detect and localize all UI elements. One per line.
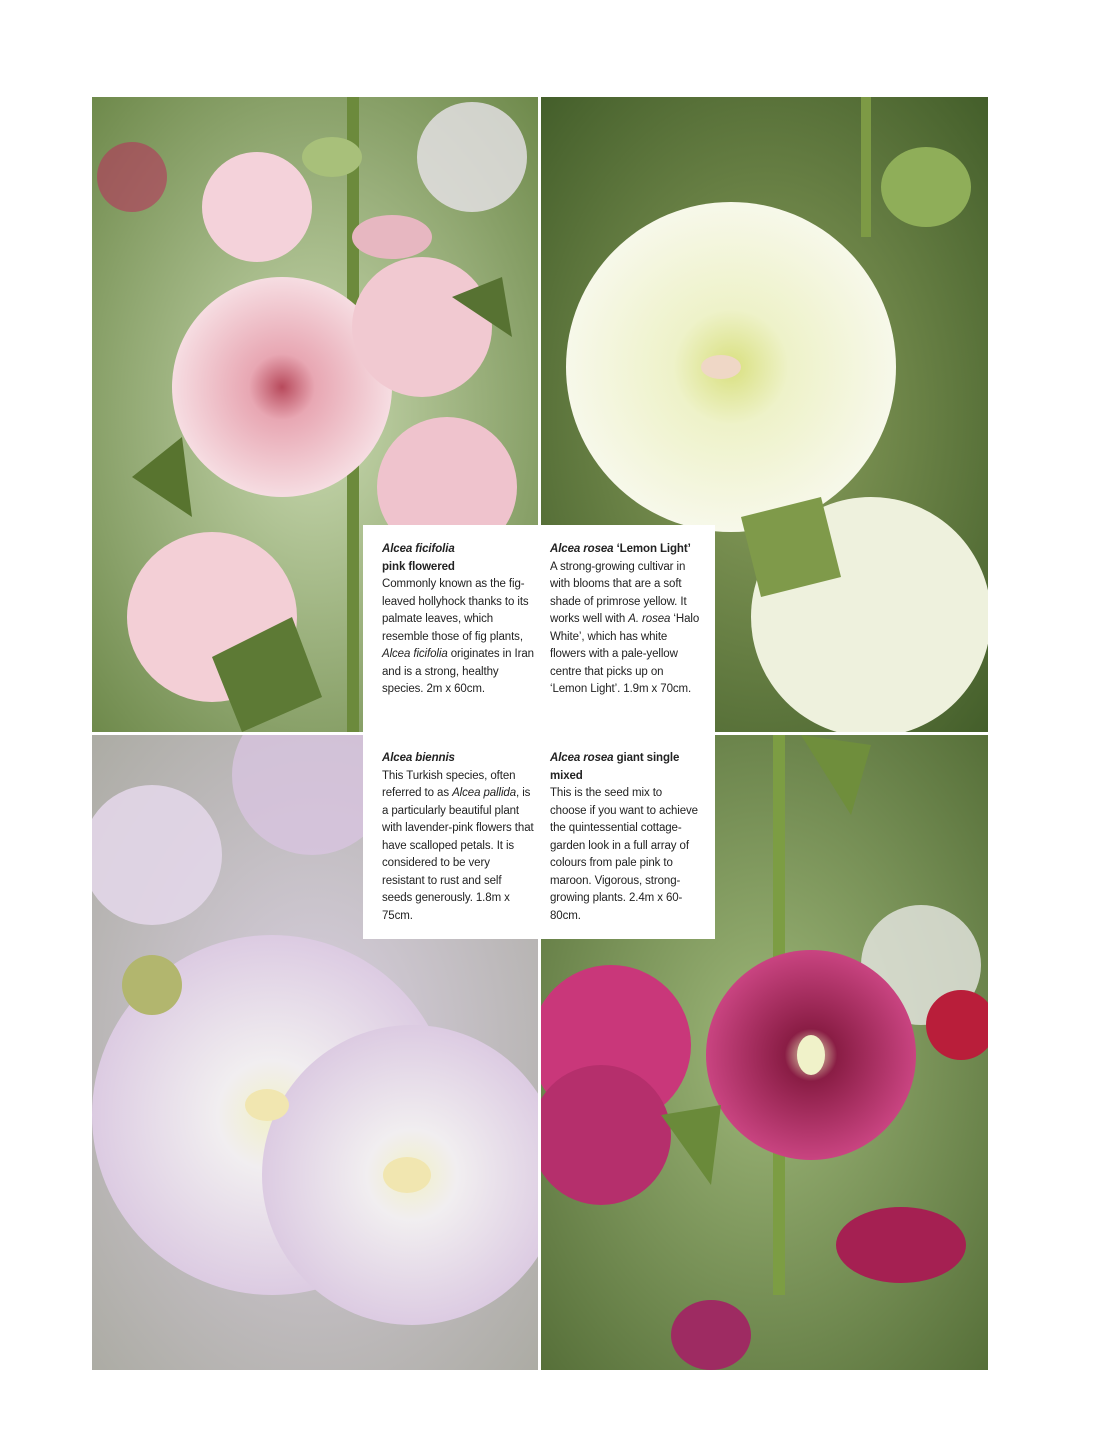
body-text: This is the seed mix to choose if you want to achieve the quintessential cottage-garden look in a full array of colours from pale pink to maroon. Vigorous, strong-growing plants. 2.4m x 60-80cm. bbox=[550, 787, 698, 922]
body-text: Commonly known as the fig-leaved hollyhock thanks to its palmate leaves, which resemble those of fig plants, bbox=[382, 578, 529, 643]
body-italic: Alcea pallida bbox=[452, 787, 517, 799]
body-text: originates in Iran and is a strong, healthy species. 2m x 60cm. bbox=[382, 648, 534, 695]
variety-name: pink flowered bbox=[382, 560, 455, 573]
body-italic: A. rosea bbox=[628, 613, 671, 625]
caption-body bbox=[550, 559, 700, 699]
caption-body bbox=[382, 768, 534, 926]
caption-alcea-rosea-giant-single-mixed bbox=[550, 750, 700, 925]
caption-body bbox=[382, 576, 534, 699]
caption-heading bbox=[550, 750, 700, 785]
species-name: Alcea rosea bbox=[550, 752, 614, 764]
caption-alcea-biennis bbox=[382, 750, 534, 925]
caption-heading bbox=[550, 541, 700, 559]
species-name: Alcea biennis bbox=[382, 752, 455, 764]
caption-body bbox=[550, 785, 700, 925]
caption-heading bbox=[382, 541, 534, 576]
caption-heading bbox=[382, 750, 534, 768]
body-italic: Alcea ficifolia bbox=[382, 648, 448, 660]
caption-alcea-ficifolia bbox=[382, 541, 534, 699]
body-text: , is a particularly beautiful plant with lavender-pink flowers that have scalloped petals. It is considered to be very resistant to rust and self seeds generously. 1.8m x 75cm. bbox=[382, 787, 534, 922]
variety-name: giant single mixed bbox=[550, 752, 680, 782]
body-text: ‘Halo White’, which has white flowers with a pale-yellow centre that picks up on ‘Lemon Light’. 1.9m x 70cm. bbox=[550, 613, 700, 695]
species-name: Alcea ficifolia bbox=[382, 543, 455, 555]
caption-alcea-lemon-light bbox=[550, 541, 700, 699]
body-text: This Turkish species, often referred to as bbox=[382, 769, 516, 799]
caption-box bbox=[363, 525, 715, 939]
body-text: A strong-growing cultivar in with blooms that are a soft shade of primrose yellow. It works well with bbox=[550, 560, 687, 625]
variety-name: ‘Lemon Light’ bbox=[613, 543, 691, 555]
species-name: Alcea rosea bbox=[550, 543, 614, 555]
